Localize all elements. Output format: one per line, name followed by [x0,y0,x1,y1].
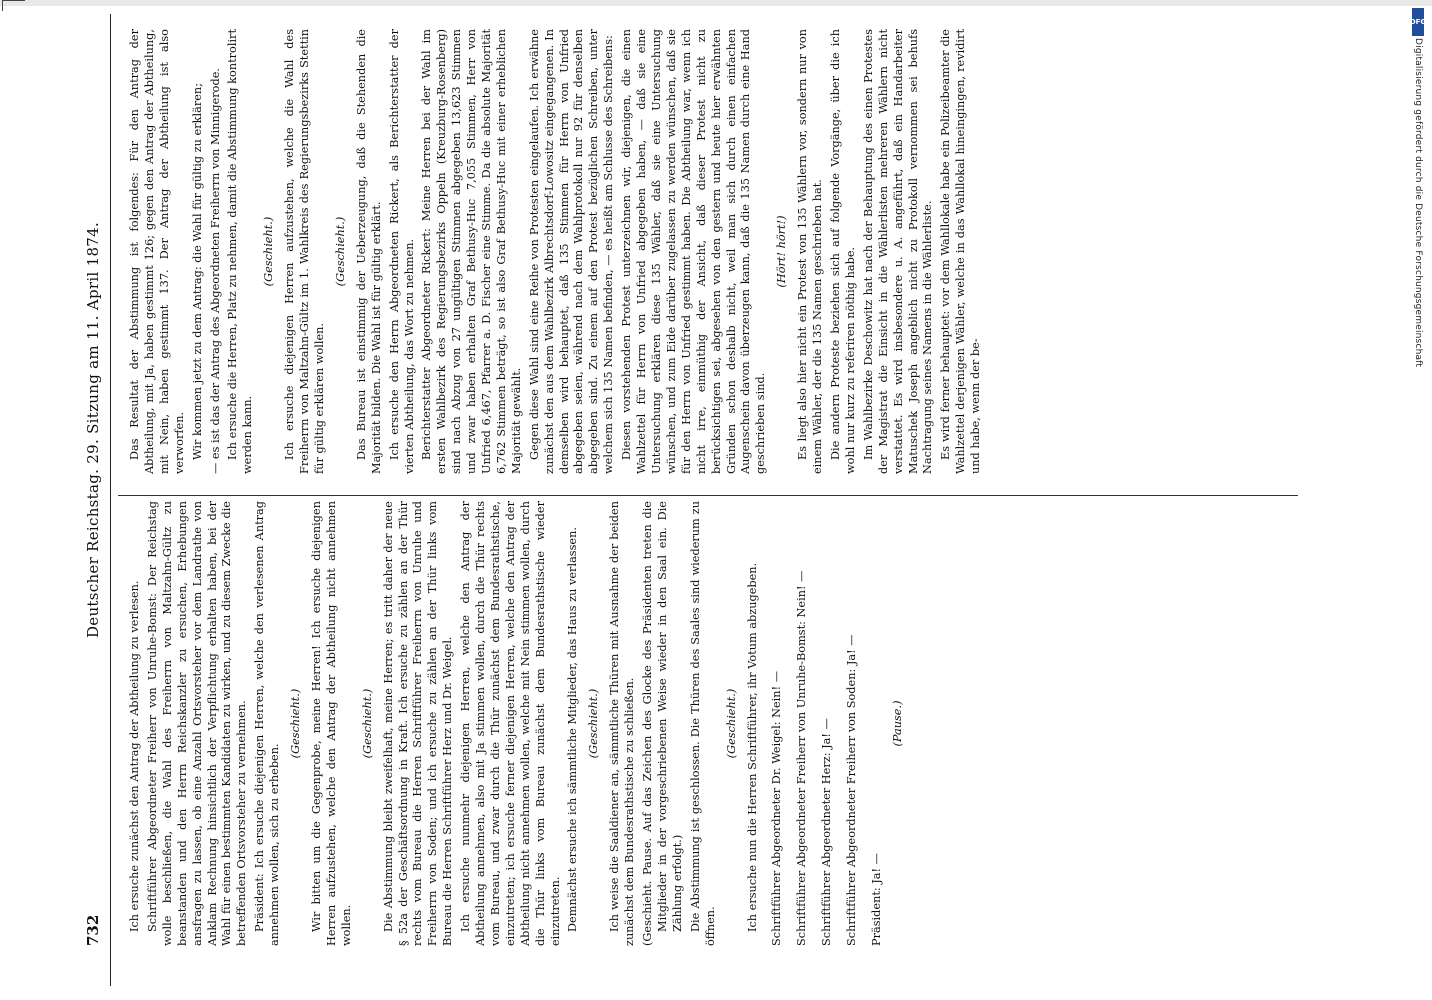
paragraph: Die Abstimmung bleibt zweifelhaft, meine Herren; es tritt daher der neue § 52a der Geschäftsordnung in Kraft. Ich ersuche zu zählen an der Thür rechts vom Bureau die Herren Schriftführer Freiherrn von Unruhe und Freiherrn von Soden; und ich ersuche zu zählen an der Thür links vom Bureau die Herren Schriftführer Herz und Dr. Weigel. [381,501,455,946]
dfg-logo: DFG [1412,8,1424,36]
paragraph: Es wird ferner behauptet: vor dem Wahllokale habe ein Polizeibeamter die Wahlzettel derjenigen Wähler, welche in das Wahllokal hineingingen, revidirt und habe, wenn der be- [939,29,983,474]
paragraph: Ich weise die Saaldiener an, sämmtliche Thüren mit Ausnahme der beiden zunächst dem Bundesrathstische zu schließen. [608,501,637,946]
stage-direction: (Geschieht.) [724,688,738,759]
paragraph: Das Resultat der Abstimmung ist folgendes: Für den Antrag der Abtheilung, mit Ja, haben gestimmt 126; gegen den Antrag der Abtheilung, mit Nein, haben gestimmt 137. Der Antrag der Abtheilung ist also verworfen. [128,29,186,474]
paragraph: Schriftführer Abgeordneter Freiherr von Unruhe-Bomst: Der Reichstag wolle beschließen, die Wahl des Freiherrn von Maltzahn-Gültz zu beanstanden und den Herrn Reichskanzler zu ersuchen, Erhebungen ansfragen zu lassen, ob eine Anzahl Ortsvorsteher vor dem Landrathe von Anklam Rechnung hinsichtlich der Verpflichtung erhalten haben, bei der Wahl für einen bestimmten Kandidaten zu wirken, und zu diesem Zwecke die betreffenden Ortsvorsteher zu vernehmen. [145,501,249,946]
stage-direction: (Pause.) [890,700,904,747]
paragraph: Es liegt also hier nicht ein Protest von 135 Wählern vor, sondern nur von einem Wähler, der die 135 Namen geschrieben hat. [796,29,825,474]
stage-direction: (Geschieht.) [333,216,347,287]
paragraph: Ich ersuche die Herren, Platz zu nehmen, damit die Abstimmung kontrolirt werden kann. [226,29,255,474]
paragraph: Ich ersuche zunächst den Antrag der Abtheilung zu verlesen. [128,580,141,932]
right-text-column [128,29,1288,474]
stage-direction: (Geschieht.) [289,688,303,759]
stage-direction: (Geschieht.) [360,688,374,759]
paragraph: Demnächst ersuche ich sämmtliche Mitglieder, das Haus zu verlassen. [566,527,580,932]
speaker-line: Schriftführer Abgeordneter Dr. Weigel: Nein! — [770,670,784,946]
paragraph: — es ist das der Antrag des Abgeordneten Freiherrn von Minnigerode. [208,68,222,474]
page-header [84,14,111,986]
stage-direction: (Geschieht.) [587,688,601,759]
page-number: 732 [84,914,102,946]
paragraph: Ich ersuche den Herrn Abgeordneten Rickert, als Berichterstatter der vierten Abtheilung, das Wort zu nehmen. [387,29,416,474]
left-text-column [128,501,1288,946]
dfg-credit-text: Digitalisierung gefördert durch die Deutsche Forschungsgemeinschaft [1413,38,1423,368]
paragraph: Die andern Proteste beziehen sich auf folgende Vorgänge, über die ich wohl nur kurz zu referiren nöthig habe. [828,29,857,474]
stage-direction: (Geschieht.) [262,216,276,287]
digitization-sidebar [1402,0,1428,1000]
speaker-line: Schriftführer Abgeordneter Herz: Ja! — [820,718,834,946]
paragraph: Das Bureau ist einstimmig der Ueberzeugung, daß die Stehenden die Majorität bilden. Die Wahl ist für gültig erklärt. [354,29,383,474]
document-page [0,14,1420,986]
speaker-line: Schriftführer Abgeordneter Freiherr von Unruhe-Bomst: Nein! — [795,570,809,946]
speaker-line: Präsident: Ja! — [870,853,884,946]
stage-direction: (Hört! hört!) [775,215,789,288]
paragraph: Die Abstimmung ist geschlossen. Die Thüren des Saales sind wiederum zu öffnen. [688,501,717,946]
paragraph: Präsident: Ich ersuche diejenigen Herren, welche den verlesenen Antrag annehmen wollen, sich zu erheben. [253,501,282,946]
paragraph: Wir bitten um die Gegenprobe, meine Herren! Ich ersuche diejenigen Herren aufzustehen, welche den Antrag der Abtheilung nicht annehmen wollen. [309,501,353,946]
speaker-line: Schriftführer Abgeordneter Freiherr von Soden: Ja! — [845,634,859,946]
page-header-title: Deutscher Reichstag. 29. Sitzung am 11. April 1874. [84,221,102,639]
paragraph: Im Wahlbezirke Deschowitz hat nach der Behauptung des einen Protestes der Magistrat die Einsicht in die Wählerlisten mehreren Wählern nicht verstattet. Es wird insbesondere u. A. angeführt, daß ein Handarbeiter Matuschek Joseph angeblich nicht zu Protokoll vernommen sei behufs Nachtragung seines Namens in die Wählerliste. [861,29,935,474]
paragraph: Ich ersuche diejenigen Herren aufzustehen, welche die Wahl des Freiherrn von Maltzahn-Gültz im 1. Wahlkreis des Regierungsbezirks Stettin für gültig erklären wollen. [283,29,326,474]
paragraph: Ich ersuche nun die Herren Schriftführer, ihr Votum abzugeben. [745,562,759,932]
paragraph: Ich ersuche nunmehr diejenigen Herren, welche den Antrag der Abtheilung annehmen, also mit Ja stimmen wollen, durch die Thür rechts vom Bureau, und zwar durch die Thür zunächst dem Bundesrathstische, einzutreten; ich ersuche ferner diejenigen Herren, welche den Antrag der Abtheilung nicht annehmen wollen, welche mit Nein stimmen wollen, durch die Thür links vom Bureau zunächst dem Bundesrathstische wieder einzutreten. [459,501,562,946]
paragraph: (Geschieht. Pause. Auf das Zeichen des Glocke des Präsidenten treten die Mitglieder in der vorgeschriebenen Weise wieder in den Saal ein. Die Zählung erfolgt.) [641,501,684,946]
column-divider [118,495,1298,496]
paragraph: Gegen diese Wahl sind eine Reihe von Protesten eingelaufen. Ich erwähne zunächst den aus dem Wahlbezirk Albrechtsdorf-Lowositz eingegangenen. In demselben wird behauptet, daß 135 Stimmen für Herrn von Unfried abgegeben seien, während nach dem Wahlprotokoll nur 92 für denselben abgegeben sind. Zu einem auf den Protest bezüglichen Schreiben, unter welchem sich 135 Namen befinden, — es heißt am Schlusse des Schreibens: [527,29,616,474]
paragraph: Diesen vorstehenden Protest unterzeichnen wir, diejenigen, die einen Wahlzettel für Herrn von Unfried abgegeben haben, — daß sie eine Untersuchung erklären diese 135 Wähler, daß sie eine Untersuchung wünschen, und zum Eide darüber zugelassen zu werden wünschen, daß sie für den Herrn von Unfried gestimmt haben. Die Abtheilung war, wenn ich nicht irre, einmüthig der Ansicht, daß dieser Protest nicht zu berücksichtigen sei, abgesehen von den gestern und heute hier erwähnten Gründen schon deshalb nicht, weil man sich durch einen einfachen Augenschein davon überzeugen kann, daß die 135 Namen durch eine Hand geschrieben sind. [620,29,768,474]
paragraph: Berichterstatter Abgeordneter Rickert: Meine Herren bei der Wahl im ersten Wahlbezirk des Regierungsbezirks Oppeln (Kreuzburg-Rosenberg) sind nach Abzug von 27 ungültigen Stimmen abgegeben 13,623 Stimmen und zwar haben erhalten Graf Bethusy-Huc 7,055 Stimmen, Herr von Unfried 6,467, Pfarrer a. D. Fischer eine Stimme. Da die absolute Majorität 6,762 Stimmen beträgt, so ist also Graf Bethusy-Huc mit einer erheblichen Majorität gewählt. [420,29,523,474]
paragraph: Wir kommen jetzt zu dem Antrag: die Wahl für gültig zu erklären; [190,82,204,460]
